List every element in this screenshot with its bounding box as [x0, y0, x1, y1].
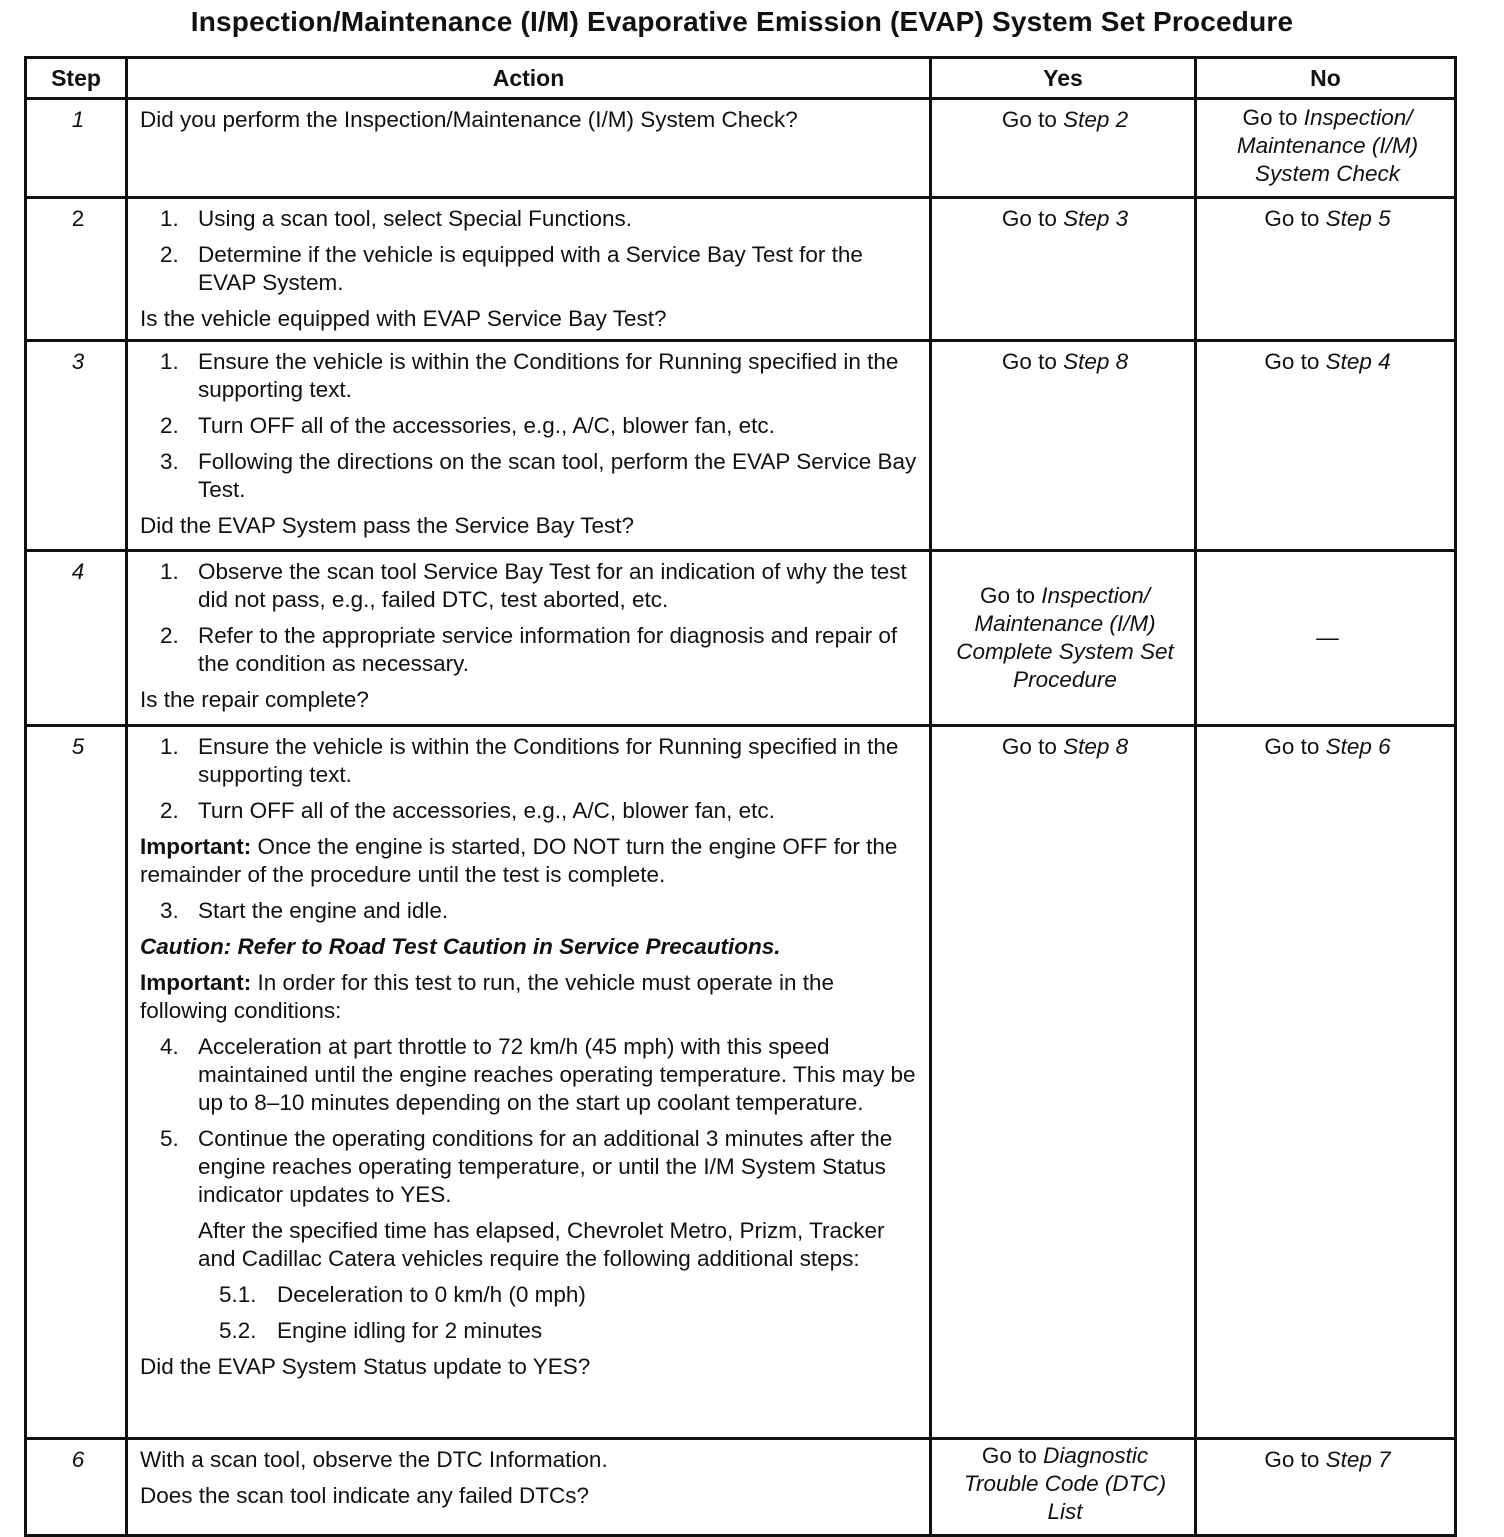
action-cell: [127, 341, 931, 551]
yes-cell: [931, 551, 1196, 726]
list-item: [140, 1033, 921, 1117]
item-number: 3.: [160, 449, 179, 474]
item-text: Turn OFF all of the accessories, e.g., A/C, blower fan, etc.: [198, 798, 775, 823]
yes-prefix: Go to: [979, 583, 1035, 608]
list-item: [140, 1125, 921, 1209]
action-list: [140, 348, 921, 504]
no-ref: Step 7: [1325, 1447, 1391, 1472]
yes-ref: Step 3: [1063, 206, 1129, 231]
additional-steps-note: After the specified time has elapsed, Chevrolet Metro, Prizm, Tracker and Cadillac Catera vehicles require the following additional steps:: [198, 1218, 885, 1271]
item-text: Deceleration to 0 km/h (0 mph): [277, 1282, 586, 1307]
action-question: Did the EVAP System Status update to YES?: [140, 1354, 591, 1379]
no-prefix: Go to: [1264, 1447, 1320, 1472]
action-list: [140, 1033, 921, 1209]
item-text: Start the engine and idle.: [198, 898, 449, 923]
item-text: Following the directions on the scan tool, perform the EVAP Service Bay Test.: [198, 449, 917, 502]
no-ref: Step 5: [1325, 206, 1391, 231]
item-number: 3.: [160, 898, 179, 923]
yes-ref: Step 8: [1063, 734, 1129, 759]
no-cell: [1196, 341, 1456, 551]
important-label: Important:: [140, 970, 252, 995]
important-note: [140, 969, 921, 1025]
no-prefix: Go to: [1264, 206, 1320, 231]
action-question: Did you perform the Inspection/Maintenance (I/M) System Check?: [140, 107, 798, 132]
yes-prefix: Go to: [1001, 734, 1057, 759]
no-cell: [1196, 551, 1456, 726]
item-number: 1.: [160, 734, 179, 759]
item-number: 1.: [160, 349, 179, 374]
yes-ref: Diagnostic Trouble Code (DTC) List: [963, 1443, 1167, 1524]
header-yes: Yes: [931, 58, 1196, 99]
important-note: [140, 833, 921, 889]
step-number: 3: [26, 341, 127, 551]
yes-prefix: Go to: [1001, 349, 1057, 374]
item-text: Ensure the vehicle is within the Conditions for Running specified in the supporting text.: [198, 349, 899, 402]
no-ref: Step 4: [1325, 349, 1391, 374]
no-prefix: Go to: [1264, 349, 1320, 374]
table-row: [26, 1439, 1456, 1536]
header-action: Action: [127, 58, 931, 99]
yes-cell: [931, 1439, 1196, 1536]
item-text: Observe the scan tool Service Bay Test for an indication of why the test did not pass, e.g., failed DTC, test aborted, etc.: [198, 559, 907, 612]
action-question: Is the repair complete?: [140, 687, 369, 712]
no-cell: [1196, 1439, 1456, 1536]
action-cell: [127, 726, 931, 1439]
action-question: Is the vehicle equipped with EVAP Service Bay Test?: [140, 306, 667, 331]
yes-ref: Step 8: [1063, 349, 1129, 374]
list-item: [140, 412, 921, 440]
table-row: [26, 551, 1456, 726]
action-list: [140, 897, 921, 925]
yes-ref: Step 2: [1063, 107, 1129, 132]
procedure-table: [24, 56, 1457, 1537]
yes-cell: [931, 726, 1196, 1439]
item-number: 5.: [160, 1126, 179, 1151]
action-list: [140, 558, 921, 678]
yes-ref: Inspection/ Maintenance (I/M) Complete System Set Procedure: [956, 583, 1174, 692]
yes-prefix: Go to: [1001, 107, 1057, 132]
item-number: 1.: [160, 206, 179, 231]
action-list: [140, 733, 921, 825]
important-text: Once the engine is started, DO NOT turn the engine OFF for the remainder of the procedure until the test is complete.: [140, 834, 898, 887]
important-text: In order for this test to run, the vehicle must operate in the following conditions:: [140, 970, 835, 1023]
table-row: [26, 198, 1456, 341]
item-text: Engine idling for 2 minutes: [277, 1318, 543, 1343]
item-text: Continue the operating conditions for an additional 3 minutes after the engine reaches operating temperature, or until the I/M System Status indicator updates to YES.: [198, 1126, 893, 1207]
action-line: With a scan tool, observe the DTC Information.: [140, 1447, 608, 1472]
yes-cell: [931, 341, 1196, 551]
action-cell: [127, 1439, 931, 1536]
header-row: [26, 58, 1456, 99]
list-item: [140, 558, 921, 614]
header-no: No: [1196, 58, 1456, 99]
step-number: 6: [26, 1439, 127, 1536]
item-number: 2.: [160, 242, 179, 267]
list-item: [140, 448, 921, 504]
item-text: Determine if the vehicle is equipped with a Service Bay Test for the EVAP System.: [198, 242, 863, 295]
item-number: 4.: [160, 1034, 179, 1059]
header-step: Step: [26, 58, 127, 99]
action-cell: [127, 198, 931, 341]
item-number: 2.: [160, 798, 179, 823]
step-number: 4: [26, 551, 127, 726]
list-item: [140, 622, 921, 678]
no-prefix: Go to: [1264, 734, 1320, 759]
no-ref: Inspection/ Maintenance (I/M) System Check: [1236, 105, 1419, 186]
item-text: Turn OFF all of the accessories, e.g., A/C, blower fan, etc.: [198, 413, 775, 438]
item-text: Acceleration at part throttle to 72 km/h (45 mph) with this speed maintained until the engine reaches operating temperature. This may be up to 8–10 minutes depending on the start up coolant temperature.: [198, 1034, 916, 1115]
action-cell: [127, 551, 931, 726]
item-text: Refer to the appropriate service information for diagnosis and repair of the condition as necessary.: [198, 623, 898, 676]
yes-prefix: Go to: [981, 1443, 1037, 1468]
action-list: [140, 205, 921, 297]
yes-cell: [931, 99, 1196, 198]
sub-step-list: [140, 1281, 921, 1345]
important-label: Important:: [140, 834, 252, 859]
no-cell: [1196, 726, 1456, 1439]
list-item: [140, 797, 921, 825]
yes-prefix: Go to: [1001, 206, 1057, 231]
list-item: [140, 241, 921, 297]
table-row: [26, 726, 1456, 1439]
caution-note: Caution: Refer to Road Test Caution in Service Precautions.: [140, 934, 781, 959]
action-cell: [127, 99, 931, 198]
list-item: [140, 733, 921, 789]
item-text: Ensure the vehicle is within the Conditions for Running specified in the supporting text.: [198, 734, 899, 787]
step-number: 2: [26, 198, 127, 341]
table-row: [26, 341, 1456, 551]
item-text: Using a scan tool, select Special Functions.: [198, 206, 632, 231]
no-dash: —: [1316, 625, 1339, 650]
item-number: 5.2.: [219, 1318, 257, 1343]
no-prefix: Go to: [1242, 105, 1298, 130]
list-item: [140, 205, 921, 233]
step-number: 5: [26, 726, 127, 1439]
list-item: [140, 348, 921, 404]
no-cell: [1196, 99, 1456, 198]
list-item: [140, 1281, 921, 1309]
no-ref: Step 6: [1325, 734, 1391, 759]
yes-cell: [931, 198, 1196, 341]
no-cell: [1196, 198, 1456, 341]
item-number: 2.: [160, 623, 179, 648]
list-item: [140, 1317, 921, 1345]
table-row: [26, 99, 1456, 198]
page-title: Inspection/Maintenance (I/M) Evaporative Emission (EVAP) System Set Procedure: [190, 6, 1294, 37]
action-question: Did the EVAP System pass the Service Bay Test?: [140, 513, 634, 538]
action-question: Does the scan tool indicate any failed DTCs?: [140, 1483, 589, 1508]
item-number: 2.: [160, 413, 179, 438]
list-item: [140, 897, 921, 925]
step-number: 1: [26, 99, 127, 198]
item-number: 1.: [160, 559, 179, 584]
item-number: 5.1.: [219, 1282, 257, 1307]
